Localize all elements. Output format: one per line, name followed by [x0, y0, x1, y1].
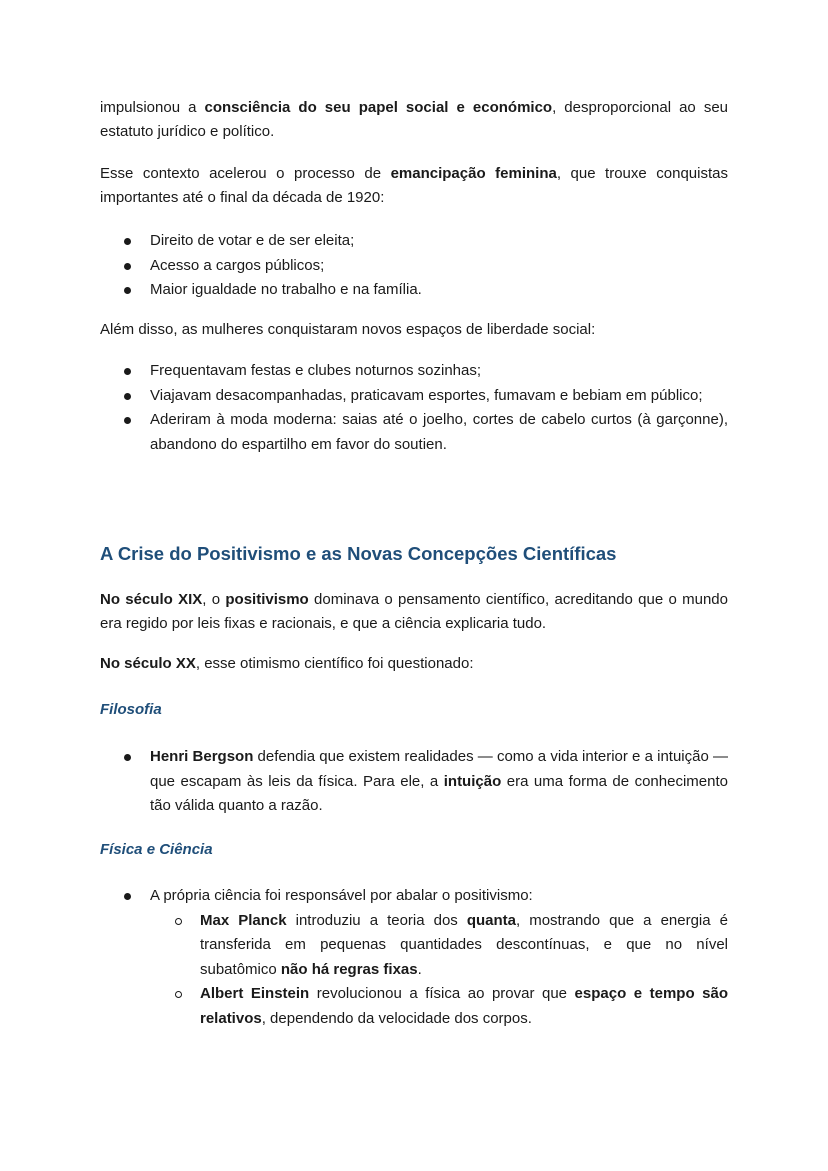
- list-item: Direito de votar e de ser eleita;: [100, 229, 728, 254]
- bullet-icon: [124, 417, 131, 424]
- sublist-item: Albert Einstein revolucionou a física ao provar que espaço e tempo são relativos, dependendo da velocidade dos corpos.: [150, 982, 728, 1031]
- philosophy-list: [100, 745, 728, 819]
- emphasis: quanta: [466, 911, 517, 929]
- paragraph-social-awareness: impulsionou a consciência do seu papel social e económico, desproporcional ao seu estatuto jurídico e político.: [100, 99, 728, 140]
- emphasis: No século XX: [100, 655, 196, 672]
- paragraph-social-freedom: Além disso, as mulheres conquistaram novos espaços de liberdade social:: [100, 321, 596, 338]
- circle-bullet-icon: [175, 991, 182, 998]
- emphasis: não há regras fixas: [280, 960, 418, 978]
- emphasis: espaço e tempo são relativos: [200, 985, 729, 1027]
- list-item: Frequentavam festas e clubes noturnos sozinhas;: [100, 359, 728, 384]
- subheading-philosophy: Filosofia: [100, 701, 162, 718]
- emphasis: emancipação feminina: [390, 165, 557, 182]
- list-item: Acesso a cargos públicos;: [100, 254, 728, 279]
- paragraph-19th-century: No século XIX, o positivismo dominava o pensamento científico, acreditando que o mundo era regido por leis fixas e racionais, e que a ciência explicaria tudo.: [100, 591, 728, 632]
- emphasis: consciência do seu papel social e económico: [204, 99, 553, 116]
- bullet-icon: [124, 393, 131, 400]
- emphasis: Max Planck: [200, 911, 287, 929]
- emphasis: Henri Bergson: [150, 748, 254, 765]
- list-item: Henri Bergson defendia que existem realidades — como a vida interior e a intuição — que escapam às leis da física. Para ele, a intuição era uma forma de conhecimento tão válida quanto a razão.: [100, 745, 728, 819]
- list-item: Aderiram à moda moderna: saias até o joelho, cortes de cabelo curtos (à garçonne), abandono do espartilho em favor do soutien.: [100, 408, 728, 457]
- science-list: [100, 884, 728, 1031]
- emphasis: Albert Einstein: [200, 985, 310, 1002]
- bullet-icon: [124, 238, 131, 245]
- emphasis: No século XIX: [100, 591, 203, 608]
- list-item: A própria ciência foi responsável por abalar o positivismo: Max Planck introduziu a teoria dos quanta, mostrando que a energia é transferida em pequenas quantidades descontínuas, e que no nível subatômico não há regras fixas. Albert Einstein revolucionou a física ao provar que espaço e tempo são relativos, dependendo da velocidade dos corpos.: [100, 884, 728, 1031]
- list-item: Viajavam desacompanhadas, praticavam esportes, fumavam e bebiam em público;: [100, 384, 728, 409]
- freedom-list: [100, 359, 728, 457]
- circle-bullet-icon: [175, 918, 182, 925]
- paragraph-20th-century: No século XX, esse otimismo científico foi questionado:: [100, 655, 474, 672]
- emphasis: positivismo: [225, 591, 309, 608]
- emphasis: intuição: [443, 772, 502, 790]
- bullet-icon: [124, 893, 131, 900]
- bullet-icon: [124, 368, 131, 375]
- bullet-icon: [124, 263, 131, 270]
- sublist-item: Max Planck introduziu a teoria dos quanta, mostrando que a energia é transferida em pequenas quantidades descontínuas, e que no nível subatômico não há regras fixas.: [150, 909, 728, 983]
- science-sublist: [150, 909, 728, 1032]
- list-item: Maior igualdade no trabalho e na família.: [100, 278, 728, 303]
- subheading-physics: Física e Ciência: [100, 841, 213, 858]
- conquests-list: [100, 229, 728, 303]
- paragraph-emancipation: Esse contexto acelerou o processo de emancipação feminina, que trouxe conquistas importantes até o final da década de 1920:: [100, 165, 728, 206]
- bullet-icon: [124, 754, 131, 761]
- bullet-icon: [124, 287, 131, 294]
- section-heading: A Crise do Positivismo e as Novas Concepções Científicas: [100, 543, 617, 564]
